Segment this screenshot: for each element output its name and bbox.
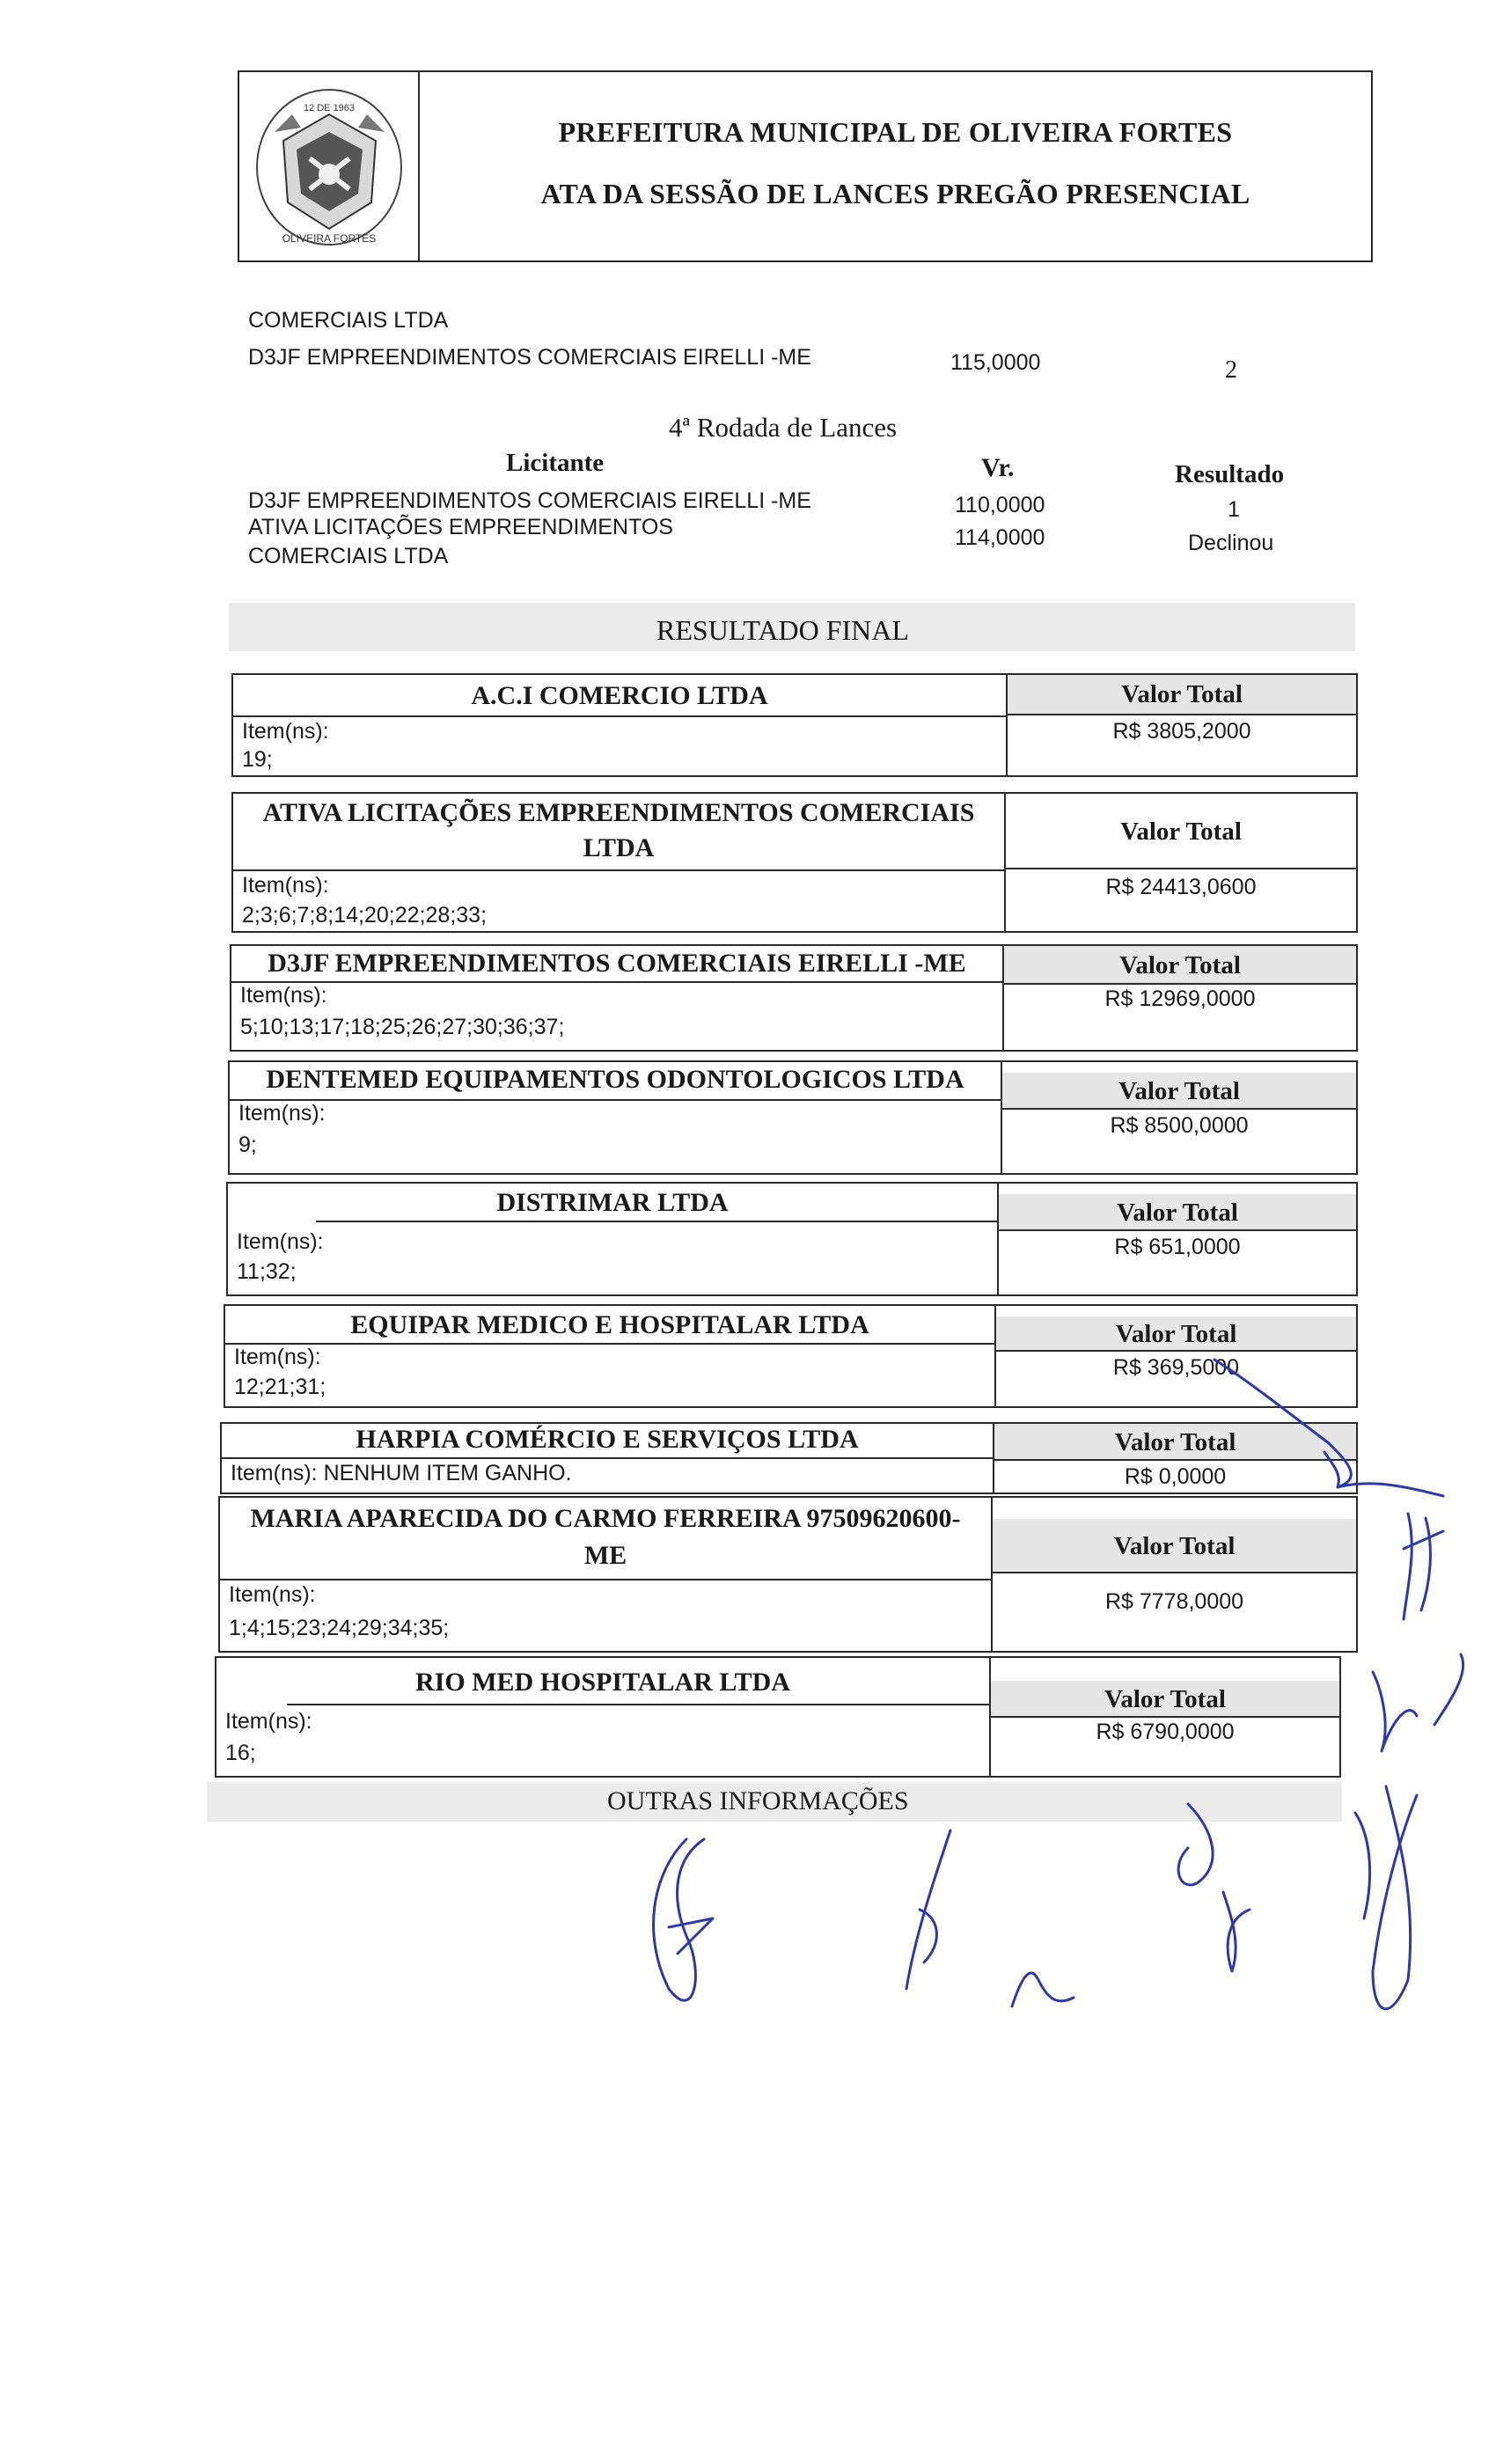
total-label: Valor Total [994, 1424, 1356, 1461]
total-value: R$ 24413,0600 [1105, 875, 1257, 899]
total-label: Valor Total [1002, 1073, 1356, 1110]
document-header [238, 70, 1373, 262]
total-value: R$ 0,0000 [1124, 1464, 1227, 1489]
svg-text:12 DE 1963: 12 DE 1963 [303, 103, 356, 114]
company-result-box [215, 1656, 1341, 1778]
items-list: 9; [238, 1133, 257, 1157]
items-list: 12;21;31; [234, 1375, 326, 1399]
logo-cell [239, 72, 420, 260]
items-label: Item(ns): [229, 1582, 316, 1607]
other-info-title: OUTRAS INFORMAÇÕES [607, 1786, 909, 1815]
svg-text:OLIVEIRA FORTES: OLIVEIRA FORTES [282, 232, 377, 245]
items-list: 19; [242, 747, 273, 772]
company-result-box [218, 1496, 1358, 1653]
items-label: Item(ns): [225, 1709, 312, 1734]
items-label: Item(ns): [242, 873, 329, 898]
company-name-cont: LTDA [583, 833, 655, 862]
bid-row-value: 114,0000 [955, 525, 1045, 550]
bid-row-result: Declinou [1188, 531, 1274, 555]
items-label: Item(ns): [237, 1229, 324, 1254]
bid-row-bidder: ATIVA LICITAÇÕES EMPREENDIMENTOS [248, 515, 673, 539]
total-label: Valor Total [1006, 794, 1356, 869]
company-name: MARIA APARECIDA DO CARMO FERREIRA 97509620600- [250, 1504, 961, 1533]
items-list: 11;32; [237, 1259, 297, 1284]
company-name: D3JF EMPREENDIMENTOS COMERCIAIS EIRELLI -ME [268, 949, 966, 978]
carryover-line1: COMERCIAIS LTDA [248, 308, 449, 333]
company-name: HARPIA COMÉRCIO E SERVIÇOS LTDA [356, 1425, 859, 1454]
company-result-box [226, 1182, 1358, 1296]
total-value: R$ 3805,2000 [1112, 719, 1251, 744]
total-label: Valor Total [1008, 675, 1356, 715]
page-subtitle: ATA DA SESSÃO DE LANCES PREGÃO PRESENCIAL [540, 178, 1250, 209]
items-list: 1;4;15;23;24;29;34;35; [229, 1616, 450, 1640]
company-result-box [231, 792, 1358, 933]
total-label: Valor Total [1004, 946, 1356, 985]
total-value: R$ 369,5000 [1112, 1355, 1240, 1380]
company-result-box [231, 673, 1358, 777]
carryover-result: 2 [1225, 356, 1237, 384]
total-value: R$ 8500,0000 [1110, 1113, 1249, 1138]
company-name: A.C.I COMERCIO LTDA [471, 681, 768, 710]
company-name: EQUIPAR MEDICO E HOSPITALAR LTDA [350, 1310, 869, 1339]
items-list: 16; [225, 1741, 256, 1765]
company-name: ATIVA LICITAÇÕES EMPREENDIMENTOS COMERCIAIS [262, 798, 975, 827]
items-label: Item(ns): [238, 1101, 326, 1126]
carryover-value: 115,0000 [950, 350, 1041, 375]
items-label: Item(ns): [234, 1345, 321, 1369]
municipal-seal-logo [248, 79, 411, 255]
bid-row-value: 110,0000 [955, 493, 1045, 517]
bidder-column-header: Licitante [506, 449, 605, 477]
company-result-box [228, 1060, 1358, 1175]
company-name: RIO MED HOSPITALAR LTDA [415, 1668, 790, 1697]
company-result-box [230, 944, 1358, 1052]
bid-row-bidder: D3JF EMPREENDIMENTOS COMERCIAIS EIRELLI -ME [248, 488, 811, 513]
page-title: PREFEITURA MUNICIPAL DE OLIVEIRA FORTES [558, 116, 1233, 148]
total-label: Valor Total [996, 1316, 1356, 1352]
round-title: 4ª Rodada de Lances [669, 412, 898, 443]
total-value: R$ 12969,0000 [1104, 986, 1256, 1011]
items-inline: Item(ns): NENHUM ITEM GANHO. [231, 1461, 572, 1485]
company-name-cont: ME [583, 1541, 627, 1570]
company-result-box [220, 1422, 1358, 1494]
result-column-header: Resultado [1175, 460, 1285, 488]
final-result-title: RESULTADO FINAL [656, 614, 909, 646]
total-label: Valor Total [993, 1519, 1356, 1573]
items-list: 2;3;6;7;8;14;20;22;28;33; [242, 903, 488, 928]
bid-row-bidder-cont: COMERCIAIS LTDA [248, 544, 449, 568]
total-value: R$ 651,0000 [1114, 1235, 1241, 1259]
total-label: Valor Total [999, 1194, 1356, 1231]
items-label: Item(ns): [240, 983, 327, 1008]
total-value: R$ 6790,0000 [1096, 1720, 1235, 1744]
items-label: Item(ns): [242, 719, 329, 744]
total-label: Valor Total [991, 1681, 1339, 1718]
bid-row-result: 1 [1228, 497, 1240, 522]
company-result-box [224, 1304, 1358, 1408]
company-name: DENTEMED EQUIPAMENTOS ODONTOLOGICOS LTDA [266, 1065, 964, 1094]
total-value: R$ 7778,0000 [1104, 1589, 1244, 1614]
company-name: DISTRIMAR LTDA [496, 1188, 729, 1217]
value-column-header: Vr. [981, 453, 1015, 482]
carryover-line2: D3JF EMPREENDIMENTOS COMERCIAIS EIRELLI -ME [248, 345, 811, 370]
items-list: 5;10;13;17;18;25;26;27;30;36;37; [240, 1015, 565, 1039]
